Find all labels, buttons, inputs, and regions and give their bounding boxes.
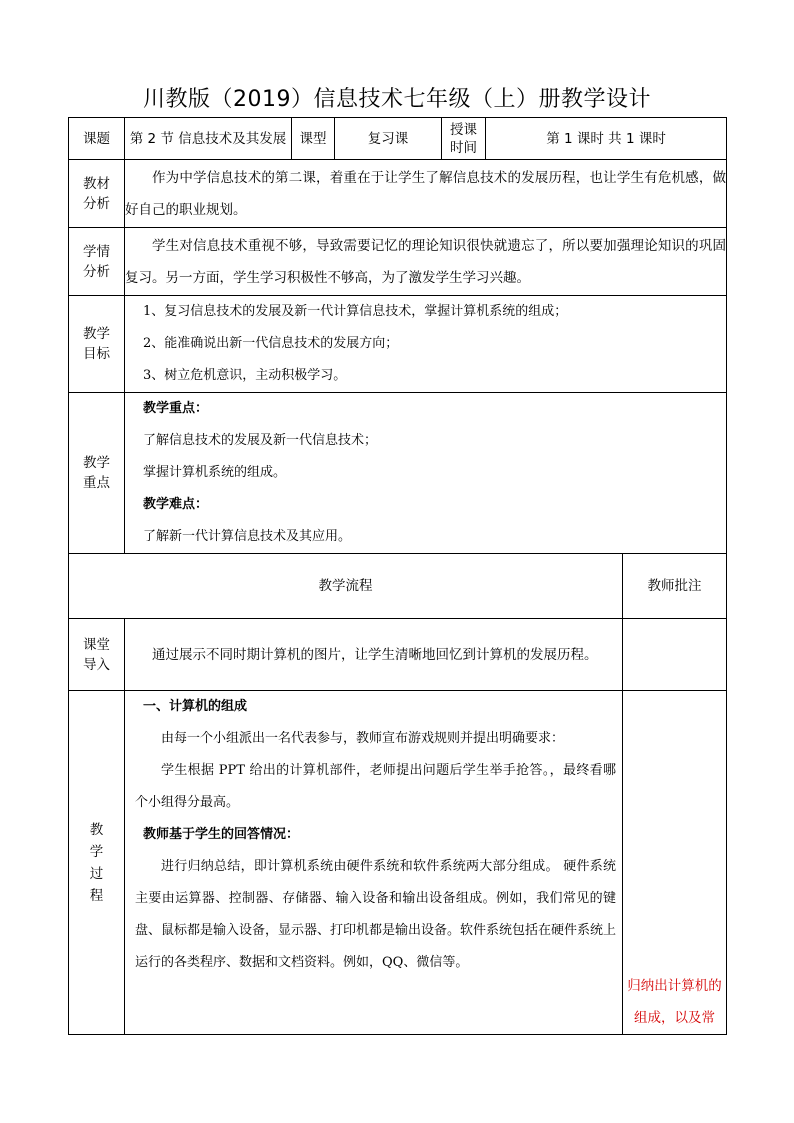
textbook-row [69, 160, 727, 228]
textbook-label [69, 160, 125, 228]
focus-label [69, 393, 125, 554]
flow-heading: 教学流程 [69, 554, 623, 619]
process-paragraph: 学生根据 PPT 给出的计算机部件，老师提出问题后学生举手抢答。，最终看哪个小组得分最高。 [135, 763, 616, 810]
key-item: 了解信息技术的发展及新一代信息技术； [143, 433, 378, 448]
focus-label-line1: 教学 [83, 455, 110, 471]
process-label [69, 691, 125, 1035]
note-heading: 教师批注 [623, 554, 727, 619]
intro-label-line2: 导入 [83, 656, 110, 673]
process-section-title: 一、计算机的组成 [143, 699, 248, 714]
goals-list [125, 296, 727, 393]
type-label: 课型 [292, 118, 335, 160]
focus-content [125, 393, 727, 554]
goal-item: 2、能准确说出新一代信息技术的发展方向； [143, 336, 399, 351]
flow-heading-row [69, 554, 727, 619]
learner-text: 学生对信息技术重视不够，导致需要记忆的理论知识很快就遗忘了，所以要加强理论知识的巩固复习。另一方面，学生学习积极性不够高，为了激发学生学习兴趣。 [125, 228, 727, 296]
focus-label-line2: 重点 [83, 475, 110, 491]
time-label [442, 118, 486, 160]
key-item: 掌握计算机系统的组成。 [143, 465, 287, 480]
learner-label-line2: 分析 [83, 263, 110, 280]
intro-label-line1: 课堂 [83, 636, 110, 653]
process-paragraph: 由每一个小组派出一名代表参与，教师宣布游戏规则并提出明确要求： [161, 731, 565, 746]
goals-row [69, 296, 727, 393]
focus-row [69, 393, 727, 554]
type-value: 复习课 [335, 118, 442, 160]
topic-label: 课题 [69, 118, 125, 160]
learner-row [69, 228, 727, 296]
textbook-label-line1: 教材 [83, 175, 110, 192]
learner-label [69, 228, 125, 296]
textbook-label-line2: 分析 [83, 195, 110, 212]
intro-text: 通过展示不同时期计算机的图片，让学生清晰地回忆到计算机的发展历程。 [125, 619, 623, 691]
process-sub-heading: 教师基于学生的回答情况： [143, 827, 300, 842]
time-label-line1: 授课 [450, 121, 477, 138]
process-row [69, 691, 727, 1035]
goals-label [69, 296, 125, 393]
header-row [69, 118, 727, 160]
lesson-plan-table [68, 117, 727, 1035]
learner-label-line1: 学情 [83, 243, 110, 260]
document-title: 川教版（2019）信息技术七年级（上）册教学设计 [143, 87, 651, 112]
period-value: 第 1 课时 共 1 课时 [486, 118, 727, 160]
key-heading: 教学重点： [143, 401, 209, 416]
process-paragraph: 进行归纳总结，即计算机系统由硬件系统和软件系统两大部分组成。 硬件系统主要由运算器、控制器、存储器、输入设备和输出设备组成。例如，我们常见的键盘、鼠标都是输入设备，显示器、打印机都是输出设备。软件系统包括在硬件系统上运行的各类程序、数据和文档资料。例如，QQ、微信等。 [135, 859, 617, 970]
intro-note [623, 619, 727, 691]
process-label-char: 过 [89, 865, 104, 882]
goals-label-line1: 教学 [83, 326, 110, 342]
topic-value: 第 2 节 信息技术及其发展 [125, 118, 292, 160]
goal-item: 3、树立危机意识，主动积极学习。 [143, 368, 347, 383]
textbook-text: 作为中学信息技术的第二课，着重在于让学生了解信息技术的发展历程，也让学生有危机感，做好自己的职业规划。 [125, 160, 727, 228]
intro-row [69, 619, 727, 691]
process-content [125, 691, 623, 1035]
process-label-char: 学 [89, 843, 104, 860]
difficulty-heading: 教学难点： [143, 497, 209, 512]
process-label-char: 教 [89, 821, 104, 838]
difficulty-item: 了解新一代计算信息技术及其应用。 [143, 529, 352, 544]
intro-label [69, 619, 125, 691]
goals-label-line2: 目标 [83, 346, 110, 362]
goal-item: 1、复习信息技术的发展及新一代计算信息技术，掌握计算机系统的组成； [143, 304, 568, 319]
process-note: 归纳出计算机的组成，以及常 [623, 691, 727, 1035]
time-label-line2: 时间 [450, 139, 477, 156]
process-label-char: 程 [89, 887, 104, 904]
